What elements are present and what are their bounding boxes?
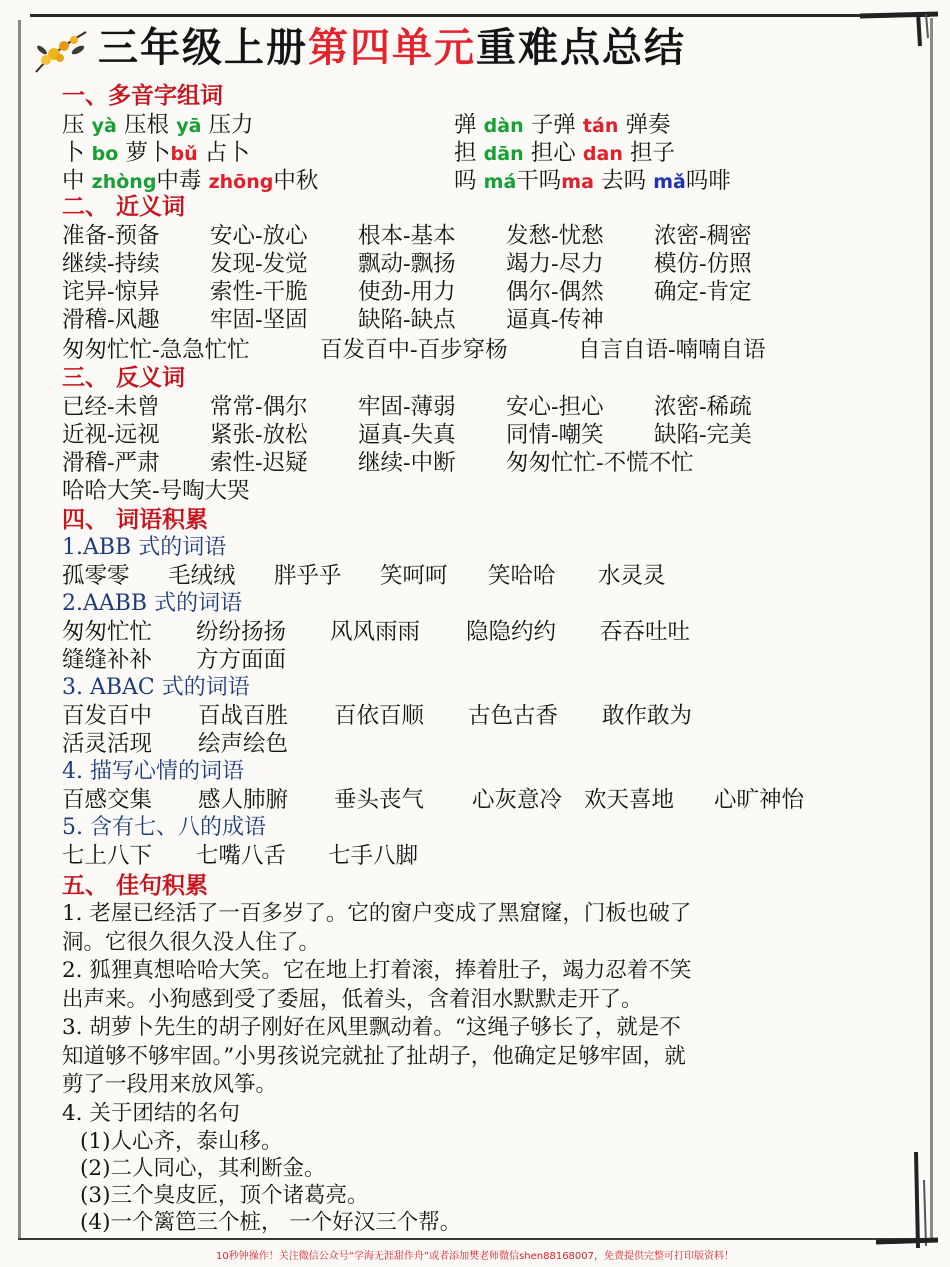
ink-corner-icon [876,1150,938,1250]
vocabulary-row [62,646,882,674]
vocabulary-word: 笑呵呵 [380,563,448,589]
sentence-line: 1. 老屋已经活了一百多岁了。它的窗户变成了黑窟窿，门板也破了 [62,901,692,926]
sentence-line: 2. 狐狸真想哈哈大笑。它在地上打着滚，捧着肚子，竭力忍着不笑 [62,958,692,983]
vocabulary-word: 方方面面 [196,647,287,673]
vocabulary-word: 毛绒绒 [168,563,236,589]
vocabulary-group-label: 1.ABB 式的词语 [62,535,227,560]
vocabulary-word: 百依百顺 [334,703,425,729]
antonym-row [62,477,862,505]
sentence-line: 4. 关于团结的名句 [62,1100,240,1126]
polyphone-row [454,111,671,140]
sentence-line: 3. 胡萝卜先生的胡子刚好在风里飘动着。“这绳子够长了，就是不 [62,1015,681,1040]
word-text: 担 [454,140,484,166]
pinyin-label: má [483,171,517,193]
vocabulary-word: 垂头丧气 [334,787,425,813]
page-title [98,22,858,74]
antonym-pair: 已经-未曾 [62,394,160,420]
synonym-pair: 诧异-惊异 [62,279,160,305]
synonym-pair: 竭力-尽力 [506,251,604,277]
section-heading-polyphones: 一、多音字组词 [62,82,223,109]
vocabulary-word: 百发百中 [62,703,153,729]
pinyin-label: dān [483,143,524,165]
word-text: 压 [62,112,92,138]
pinyin-label: bo [91,143,119,165]
synonym-pair: 发愁-忧愁 [506,223,604,249]
word-text: 子弹 [523,112,583,138]
synonym-pair: 滑稽-风趣 [62,307,160,333]
pinyin-label: dàn [483,115,524,137]
vocabulary-word: 缝缝补补 [62,647,153,673]
antonym-pair: 同情-嘲笑 [506,422,604,448]
title-part-2: 第四单元 [308,25,476,71]
word-text: 弹奏 [618,112,671,138]
vocabulary-word: 风风雨雨 [330,619,421,645]
frame-top-line [30,14,930,17]
vocabulary-group-label: 4. 描写心情的词语 [62,759,244,784]
synonym-pair: 模仿-仿照 [654,251,752,277]
word-text: 中秋 [273,168,319,194]
antonym-pair: 继续-中断 [358,450,456,476]
sentence-list [62,900,862,1128]
vocabulary-word: 隐隐约约 [466,619,557,645]
vocabulary-word: 敢作敢为 [602,703,693,729]
vocabulary-group-label: 5. 含有七、八的成语 [62,815,266,840]
synonym-row [62,336,862,364]
word-text: 压力 [201,112,254,138]
vocabulary-group-label: 2.AABB 式的词语 [62,591,243,616]
vocabulary-word: 心灰意冷 [472,787,563,813]
synonym-pair: 牢固-坚固 [210,307,308,333]
pinyin-label: zhòng [91,171,157,193]
polyphone-row [454,167,731,196]
synonym-pair: 百发百中-百步穿杨 [320,337,508,363]
antonym-row [62,421,862,449]
frame-left-line [18,20,21,1238]
vocabulary-word: 吞吞吐吐 [600,619,691,645]
antonym-pair: 匆匆忙忙-不慌不忙 [506,450,694,476]
word-text: 干吗 [516,168,562,194]
sentence-line: 洞。它很久很久没人住了。 [62,929,321,955]
antonym-pair: 常常-偶尔 [210,394,308,420]
pinyin-label: dan [582,143,623,165]
sentence-line: 剪了一段用来放风筝。 [62,1072,278,1097]
vocabulary-word: 感人肺腑 [198,787,289,813]
pinyin-label: mǎ [653,171,686,193]
vocabulary-word: 笑哈哈 [488,563,556,589]
synonym-pair: 使劲-用力 [358,279,456,305]
quote-line: (4)一个篱笆三个桩， 一个好汉三个帮。 [80,1210,462,1235]
word-text: 占卜 [197,140,250,166]
word-text: 中毒 [156,168,209,194]
synonym-pair: 逼真-传神 [506,307,604,333]
word-text: 吗 [454,168,484,194]
pinyin-label: bǔ [170,143,198,165]
vocabulary-row [62,786,882,814]
synonym-pair: 飘动-飘扬 [358,251,456,277]
synonym-pair: 继续-持续 [62,251,160,277]
antonym-row [62,449,862,477]
synonym-row [62,222,862,250]
polyphone-row [454,139,675,168]
vocabulary-word: 匆匆忙忙 [62,619,153,645]
pinyin-label: yà [91,115,117,137]
vocabulary-word: 七上八下 [62,843,153,869]
word-text: 弹 [454,112,484,138]
footer-note: 10秒钟操作！关注微信公众号“学海无涯甜作舟”或者添加樊老师微信shen88168007，免费提供完整可打印版资料！ [215,1251,735,1262]
section-heading-vocabulary: 四、 词语积累 [62,506,209,533]
synonym-pair: 偶尔-偶然 [506,279,604,305]
synonym-pair: 发现-发觉 [210,251,308,277]
antonym-pair: 缺陷-完美 [654,422,752,448]
antonym-pair: 紧张-放松 [210,422,308,448]
title-part-1: 三年级上册 [98,25,308,71]
quote-line: (1)人心齐，泰山移。 [80,1129,283,1154]
ink-corner-icon [858,8,940,48]
sentence-line: 知道够不够牢固。”小男孩说完就扯了扯胡子，他确定足够牢固，就 [62,1043,686,1069]
vocabulary-word: 活灵活现 [62,731,153,757]
synonym-pair: 缺陷-缺点 [358,307,456,333]
antonym-pair: 安心-担心 [506,394,604,420]
antonym-pair: 哈哈大笑-号啕大哭 [62,478,250,504]
vocabulary-word: 百感交集 [62,787,153,813]
vocabulary-word: 纷纷扬扬 [196,619,287,645]
antonym-pair: 逼真-失真 [358,422,456,448]
vocabulary-word: 七手八脚 [328,843,419,869]
pinyin-label: zhōng [208,171,274,193]
synonym-row [62,278,862,306]
antonym-pair: 滑稽-严肃 [62,450,160,476]
synonym-pair: 自言自语-喃喃自语 [578,337,766,363]
vocabulary-row [62,842,882,870]
antonym-pair: 浓密-稀疏 [654,394,752,420]
pinyin-label: ma [561,171,594,193]
word-text: 去吗 [593,168,654,194]
synonym-pair: 确定-肯定 [654,279,752,305]
title-part-3: 重难点总结 [476,25,686,71]
antonym-pair: 近视-远视 [62,422,160,448]
section-heading-synonyms: 二、 近义词 [62,193,186,220]
word-text: 卜 [62,140,92,166]
vocabulary-word: 七嘴八舌 [196,843,287,869]
vocabulary-row [62,702,882,730]
synonym-row [62,250,862,278]
vocabulary-word: 古色古香 [468,703,559,729]
word-text: 担心 [523,140,583,166]
vocabulary-word: 百战百胜 [198,703,289,729]
antonym-pair: 牢固-薄弱 [358,394,456,420]
vocabulary-word: 胖乎乎 [274,563,342,589]
synonym-pair: 准备-预备 [62,223,160,249]
quote-line: (2)二人同心，其利断金。 [80,1156,326,1181]
synonym-pair: 匆匆忙忙-急急忙忙 [62,337,250,363]
frame-bottom-line [18,1238,933,1240]
pinyin-label: tán [582,115,619,137]
vocabulary-word: 水灵灵 [598,563,666,589]
polyphone-row [62,139,250,168]
quote-line: (3)三个臭皮匠，顶个诸葛亮。 [80,1183,369,1208]
sentence-line: 出声来。小狗感到受了委屈，低着头，含着泪水默默走开了。 [62,986,643,1012]
synonym-pair: 浓密-稠密 [654,223,752,249]
section-heading-sentences: 五、 佳句积累 [62,872,209,899]
word-text: 担子 [622,140,676,166]
polyphone-row [62,167,318,196]
vocabulary-word: 孤零零 [62,563,130,589]
antonym-pair: 索性-迟疑 [210,450,308,476]
synonym-pair: 索性-干脆 [210,279,308,305]
word-text: 中 [62,168,92,194]
vocabulary-row [62,730,882,758]
vocabulary-word: 绘声绘色 [198,731,289,757]
vocabulary-word: 心旷神怡 [714,787,805,813]
section-heading-antonyms: 三、 反义词 [62,364,186,391]
synonym-pair: 安心-放心 [210,223,308,249]
synonym-row [62,306,862,334]
word-text: 萝卜 [118,140,171,166]
polyphone-row [62,111,254,140]
vocabulary-group-label: 3. ABAC 式的词语 [62,675,250,700]
antonym-row [62,393,862,421]
synonym-pair: 根本-基本 [358,223,456,249]
vocabulary-row [62,618,882,646]
word-text: 吗啡 [685,168,731,194]
frame-right-line [930,18,933,1238]
pinyin-label: yā [176,115,202,137]
flower-branch-icon [32,24,90,76]
word-text: 压根 [116,112,177,138]
vocabulary-word: 欢天喜地 [584,787,675,813]
vocabulary-row [62,562,882,590]
